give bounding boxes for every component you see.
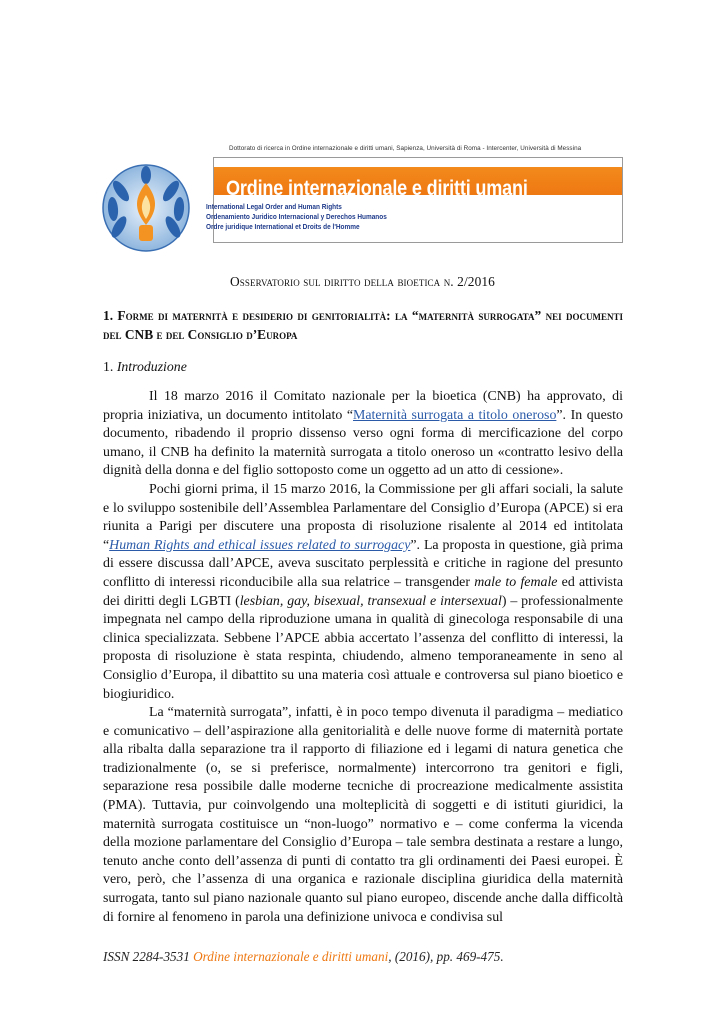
paragraph-2 (103, 481, 623, 704)
paragraph-1 (103, 388, 623, 481)
banner-doctorate-line: Dottorato di ricerca in Ordine internazionale e diritti umani, Sapienza, Università di Roma - Intercenter, Università di Messina (229, 145, 582, 152)
footer-citation: , (2016), pp. 469-475. (388, 949, 504, 964)
paragraph-3: La “maternità surrogata”, infatti, è in poco tempo divenuta il paradigma – mediatico e comunicativo – dell’aspirazione alla genitorialità e delle nuove forme di maternità portate alla ribalta dalla separazione tra il rapporto di filiazione ed i legami di natura genetica che tradizionalmente (o, se si preferisce, normalmente) intercorrono tra genitori e figli, separazione resa possibile dalle moderne tecniche di procreazione medicalmente assistita (PMA). Tuttavia, pur coinvolgendo una molteplicità di soggetti e di istituti giuridici, la maternità surrogata costituisce un “non-luogo” normativo e – come conferma la vicenda della mozione parlamentare del Consiglio d’Europa – tale sembra destinata a restare a lungo, tenuto anche conto dell’assenza di punti di contatto tra gli ordinamenti dei Paesi europei. È vero, però, che l’assenza di una organica e razionale disciplina giuridica della maternità surrogata, tanto sul piano nazionale quanto sul piano europeo, discende anche dalla difficoltà di fornire al fenomeno in parola una definizione univoca e condivisa sul (103, 705, 623, 925)
cnb-document-link[interactable]: Maternità surrogata a titolo oneroso (353, 407, 557, 423)
banner-subtitle-en: International Legal Order and Human Rights (206, 202, 342, 211)
paragraph-2-italic-2: lesbian, gay, bisexual, transexual e intersexual (239, 593, 502, 609)
paragraph-1-text-a: Il 18 marzo 2016 il Comitato nazionale per la bioetica (CNB) ha approvato, di propria iniziativa, un documento intitolato “ (103, 389, 623, 423)
banner-title: Ordine internazionale e diritti umani (226, 177, 528, 200)
section-title: 1. Forme di maternità e desiderio di genitorialità: la “maternità surrogata” nei documenti del CNB e del Consiglio d’Europa (103, 308, 623, 342)
intro-number: 1. (103, 359, 114, 374)
banner-subtitle-fr: Ordre juridique International et Droits de l'Homme (206, 222, 360, 231)
apce-proposal-link[interactable]: Human Rights and ethical issues related to surrogacy (109, 537, 411, 553)
paragraph-2-text-a: Pochi giorni prima, il 15 marzo 2016, la Commissione per gli affari sociali, la salute e lo sviluppo sostenibile dell’Assemblea Parlamentare del Consiglio d’Europa (APCE) si era riunita a Parigi per discutere una proposta di risoluzione risalente al 2014 ed intitolata “ (103, 481, 623, 553)
footer-issn: ISSN 2284-3531 (103, 949, 190, 964)
paragraph-2-text-d: ) – professionalmente impegnata nel campo della riproduzione umana in qualità di ginecologa responsabile di una clinica specializzata. Sebbene l’APCE abbia accertato l’assenza del conflitto di interessi, la proposta di risoluzione è stata respinta, chiudendo, almeno temporaneamente in seno al Consiglio d’Europa, il dibattito su una materia così attuale e controversa sul piano bioetico e biogiuridico. (103, 593, 623, 702)
paragraph-2-text-c: ed attivista dei diritti degli LGBTI ( (103, 574, 623, 609)
page-footer (103, 949, 504, 965)
paragraph-2-text-b: ”. La proposta in questione, già prima di essere discussa dall’APCE, aveva suscitato perplessità e critiche in ragione del presunto conflitto di interessi riconducibile alla sua relatrice – transgender (103, 537, 623, 590)
paragraph-1-text-b: ”. In questo documento, ribadendo il proprio dissenso verso ogni forma di mercificazione del corpo umano, il CNB ha definito la maternità surrogata a titolo oneroso un «contratto lesivo della dignità della donna e del figlio sottoposto come un oggetto ad un atto di cessione». (103, 407, 623, 479)
banner-subtitle-es: Ordenamiento Juridico Internacional y Derechos Humanos (206, 212, 387, 221)
paragraph-2-italic-1: male to female (474, 574, 558, 590)
banner-title-bar (214, 167, 622, 200)
flame-circle-logo-icon (101, 163, 191, 253)
intro-label: Introduzione (116, 359, 187, 374)
intro-heading (103, 359, 187, 375)
article-body (103, 388, 623, 927)
journal-banner (101, 145, 622, 242)
observatory-title: Osservatorio sul diritto della bioetica n. 2/2016 (230, 274, 495, 289)
footer-journal: Ordine internazionale e diritti umani (193, 949, 389, 964)
